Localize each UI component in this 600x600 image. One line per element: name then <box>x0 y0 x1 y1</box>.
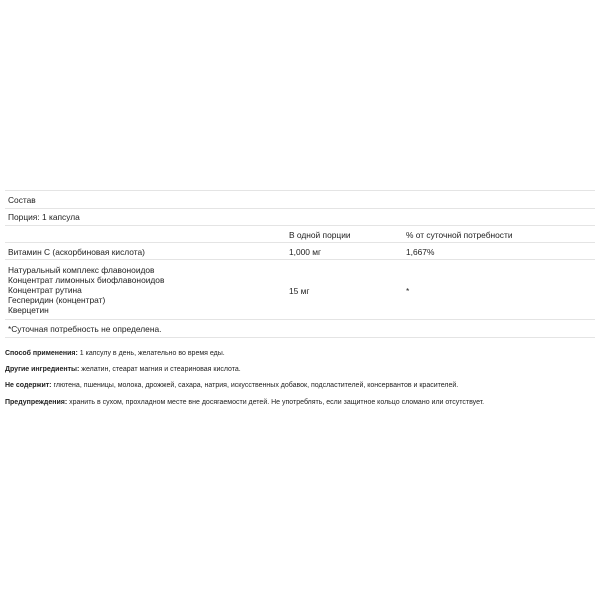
ingredient-name: Витамин С (аскорбиновая кислота) <box>8 247 145 257</box>
other-ingredients-text: желатин, стеарат магния и стеариновая кислота. <box>79 366 241 373</box>
usage-label: Способ применения: <box>5 350 78 357</box>
table-row <box>5 259 595 319</box>
free-of-label: Не содержит: <box>5 382 52 389</box>
blend-daily-value: * <box>406 286 410 296</box>
blend-ingredient: Натуральный комплекс флавоноидов <box>8 265 155 275</box>
free-of-note <box>5 381 458 390</box>
serving-size-row <box>5 208 595 225</box>
ingredient-amount: 1,000 мг <box>289 247 322 257</box>
usage-note <box>5 349 225 358</box>
facts-title-row <box>5 190 595 208</box>
other-ingredients-note <box>5 365 241 374</box>
footnote-row <box>5 319 595 338</box>
blend-ingredient: Концентрат рутина <box>8 285 82 295</box>
blend-amount: 15 мг <box>289 286 310 296</box>
other-ingredients-label: Другие ингредиенты: <box>5 366 80 373</box>
serving-size: Порция: 1 капсула <box>8 212 80 222</box>
blend-ingredient-list <box>8 265 164 315</box>
supplement-facts-table <box>5 190 595 338</box>
blend-ingredient: Кверцетин <box>8 305 49 315</box>
blend-ingredient: Гесперидин (концентрат) <box>8 295 106 305</box>
warnings-label: Предупреждения: <box>5 399 68 406</box>
warnings-text: хранить в сухом, прохладном месте вне досягаемости детей. Не употреблять, если защитное кольцо сломано или отсутствует. <box>67 399 485 406</box>
facts-title: Состав <box>8 195 36 205</box>
usage-text: 1 капсулу в день, желательно во время еды. <box>77 350 225 357</box>
blend-ingredient: Концентрат лимонных биофлавоноидов <box>8 275 165 285</box>
daily-value-footnote: *Суточная потребность не определена. <box>8 324 162 334</box>
ingredient-daily-value: 1,667% <box>406 247 435 257</box>
free-of-text: глютена, пшеницы, молока, дрожжей, сахара, натрия, искусственных добавок, подсластителей, консервантов и красителей. <box>51 382 459 389</box>
header-amount-per-serving: В одной порции <box>289 230 351 240</box>
table-row <box>5 242 595 259</box>
warnings-note <box>5 398 484 407</box>
header-daily-value: % от суточной потребности <box>406 230 513 240</box>
column-header-row <box>5 225 595 242</box>
